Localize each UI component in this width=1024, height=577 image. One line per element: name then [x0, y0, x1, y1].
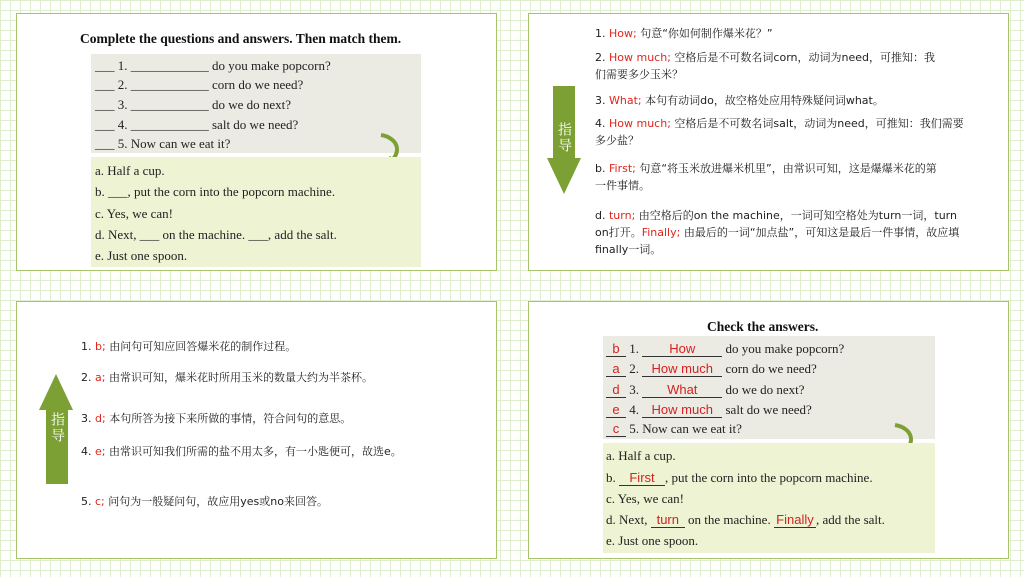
answer-a: a. Half a cup.: [95, 163, 165, 178]
filled-question-3: d 3. What do we do next?: [606, 382, 805, 398]
guide-panel-questions: [528, 13, 1009, 271]
filled-answers-box: [603, 443, 935, 553]
explain-2: 2. How much; 空格后是不可数名词corn，动词为need，可推知：我们需要多少玉米？: [595, 51, 935, 81]
exercise-title: Complete the questions and answers. Then match them.: [80, 31, 402, 46]
guide-panel-matching: [16, 301, 497, 559]
questions-box: [91, 54, 421, 153]
filled-question-1: b 1. How do you make popcorn?: [606, 341, 844, 357]
question-1: ___ 1. ____________ do you make popcorn?: [95, 58, 331, 73]
answer-e: e. Just one spoon.: [95, 248, 188, 263]
question-3: ___ 3. ____________ do we do next?: [95, 97, 292, 112]
guide-label: 指导: [46, 410, 68, 484]
match-4: 4. e; 由常识可知我们所需的盐不用太多，有一小匙便可，故选e。: [81, 445, 402, 458]
explain-b: b. First; 句意“将玉米放进爆米机里”，由常识可知，这是爆爆米花的第一件事情。: [595, 162, 937, 192]
down-arrow-icon: [547, 158, 583, 196]
answer-key-title: Check the answers.: [707, 319, 819, 334]
match-5: 5. c; 问句为一般疑问句，故应用yes或no来回答。: [81, 495, 328, 508]
exercise-panel: [16, 13, 497, 271]
answer-c: c. Yes, we can!: [95, 206, 173, 221]
filled-question-5: c 5. Now can we eat it?: [606, 421, 742, 437]
match-3: 3. d; 本句所答为接下来所做的事情，符合问句的意思。: [81, 412, 352, 425]
filled-answer-b: b. First , put the corn into the popcorn machine.: [606, 470, 873, 485]
explain-d: d. turn; 由空格后的on the machine，一词可知空格处为turn一词，turn on打开。Finally; 由最后的一词“加点盐”，可知这是最后一件事情，故应填finally一词。: [595, 209, 960, 256]
explain-4: 4. How much; 空格后是不可数名词salt，动词为need，可推知：我们需要多少盐？: [595, 117, 964, 147]
explain-1: 1. How; 句意“你如何制作爆米花？”: [595, 27, 773, 40]
up-arrow-icon: [39, 374, 75, 412]
answer-key-panel: [528, 301, 1009, 559]
filled-question-2: a 2. How much corn do we need?: [606, 361, 817, 377]
match-2: 2. a; 由常识可知，爆米花时所用玉米的数量大约为半茶杯。: [81, 371, 373, 384]
answer-d: d. Next, ___ on the machine. ___, add the salt.: [95, 227, 337, 242]
question-2: ___ 2. ____________ corn do we need?: [95, 77, 304, 92]
question-4: ___ 4. ____________ salt do we need?: [95, 117, 299, 132]
filled-question-4: e 4. How much salt do we need?: [606, 402, 812, 418]
filled-answer-d: d. Next, turn on the machine. Finally , add the salt.: [606, 512, 885, 527]
answer-b: b. ___, put the corn into the popcorn machine.: [95, 184, 336, 199]
filled-questions-box: [603, 336, 935, 439]
filled-answer-a: a. Half a cup.: [606, 448, 676, 463]
filled-answer-c: c. Yes, we can!: [606, 491, 684, 506]
filled-answer-e: e. Just one spoon.: [606, 533, 699, 548]
answers-box: [91, 157, 421, 267]
match-1: 1. b; 由问句可知应回答爆米花的制作过程。: [81, 340, 297, 353]
guide-label: 指导: [553, 86, 575, 158]
question-5: ___ 5. Now can we eat it?: [95, 136, 231, 151]
explain-3: 3. What; 本句有动词do，故空格处应用特殊疑问词what。: [595, 94, 884, 107]
